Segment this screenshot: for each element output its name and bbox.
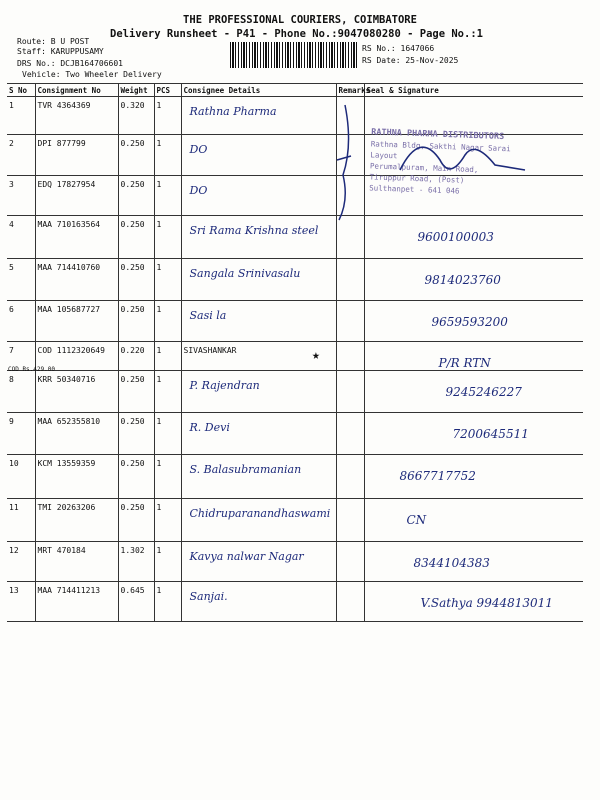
- signature-cell: [364, 455, 583, 499]
- consignee-cell: [181, 413, 336, 455]
- signature-cell: [364, 259, 583, 301]
- weight-cell-text: 1.302: [120, 546, 145, 555]
- pcs-cell-text: 1: [156, 101, 162, 110]
- consignee-cell: [181, 542, 336, 582]
- consignment-cell-text: KRR 50340716: [37, 375, 96, 384]
- pcs-cell-text: 1: [156, 503, 162, 512]
- consignee-cell: [181, 97, 336, 135]
- stamp-line: RATHNA PHARMA DISTRIBUTORS: [371, 127, 505, 143]
- pcs-cell-text: 1: [156, 546, 162, 555]
- pcs-cell-text: 1: [156, 586, 162, 595]
- sno-cell-text: 13: [9, 586, 19, 595]
- weight-cell-text: 0.250: [120, 417, 145, 426]
- sno-cell: [7, 455, 35, 499]
- pcs-cell-text: 1: [156, 180, 162, 189]
- stamp-line: Tiruppur Road, (Post): [369, 172, 465, 185]
- consignment-cell: [35, 582, 118, 622]
- handwritten-consignee: Chidruparanandhaswami: [189, 507, 331, 520]
- consignment-cell: [35, 371, 118, 413]
- sno-cell: [7, 176, 35, 216]
- handwritten-consignee: R. Devi: [189, 421, 230, 434]
- signature-cell: [364, 582, 583, 622]
- weight-cell-text: 0.250: [120, 305, 145, 314]
- consignment-cell: [35, 176, 118, 216]
- sno-cell-text: 6: [9, 305, 14, 314]
- pcs-cell: [154, 582, 181, 622]
- pcs-cell-text: 1: [156, 305, 162, 314]
- handwritten-signature: P/R RTN: [438, 356, 491, 370]
- handwritten-consignee: P. Rajendran: [189, 379, 260, 392]
- pcs-cell-text: 1: [156, 139, 162, 148]
- consignment-cell-text: MAA 714410760: [37, 263, 101, 272]
- signature-cell: [364, 371, 583, 413]
- remarks-cell: [336, 499, 364, 542]
- consignee-cell: [181, 176, 336, 216]
- consignee-cell: [181, 216, 336, 259]
- consignment-cell: [35, 413, 118, 455]
- weight-cell: [118, 455, 154, 499]
- handwritten-consignee: Rathna Pharma: [189, 105, 277, 118]
- sno-cell: [7, 582, 35, 622]
- consignment-cell: [35, 542, 118, 582]
- pcs-cell-text: 1: [156, 220, 162, 229]
- consignment-cell-text: TMI 20263206: [37, 503, 96, 512]
- sno-cell-text: 7: [9, 346, 14, 355]
- consignment-cell: [35, 455, 118, 499]
- sno-cell-text: 1: [9, 101, 14, 110]
- runsheet-subtitle: Delivery Runsheet - P41 - Phone No.:9047080280 - Page No.:1: [110, 28, 483, 40]
- sno-cell-text: 2: [9, 139, 14, 148]
- company-title: THE PROFESSIONAL COURIERS, COIMBATORE: [183, 14, 417, 26]
- sno-cell: [7, 135, 35, 176]
- sno-cell-text: 12: [9, 546, 19, 555]
- sno-cell: [7, 301, 35, 342]
- pcs-cell: [154, 371, 181, 413]
- vehicle-text: Vehicle: Two Wheeler Delivery: [22, 70, 162, 79]
- sno-cell: [7, 216, 35, 259]
- weight-cell: [118, 216, 154, 259]
- sno-cell-text: 11: [9, 503, 19, 512]
- handwritten-consignee: S. Balasubramanian: [189, 463, 302, 476]
- remarks-cell: [336, 259, 364, 301]
- weight-cell: [118, 542, 154, 582]
- table-row: [7, 582, 583, 622]
- sno-cell: [7, 413, 35, 455]
- weight-cell-text: 0.250: [120, 503, 145, 512]
- consignment-cell-text: KCM 13559359: [37, 459, 96, 468]
- remarks-cell: [336, 371, 364, 413]
- weight-cell: [118, 342, 154, 371]
- route-text: Route: B U POST: [17, 37, 90, 46]
- weight-cell-text: 0.645: [120, 586, 145, 595]
- pcs-cell: [154, 455, 181, 499]
- pcs-cell: [154, 97, 181, 135]
- handwritten-signature: 8667717752: [399, 469, 476, 483]
- col-remarks: Remarks: [336, 84, 364, 97]
- handwritten-consignee: Sri Rama Krishna steel: [189, 224, 319, 237]
- signature-cell: [364, 499, 583, 542]
- sno-cell-text: 3: [9, 180, 14, 189]
- table-row: [7, 371, 583, 413]
- handwritten-signature: 7200645511: [452, 427, 529, 441]
- pcs-cell-text: 1: [156, 375, 162, 384]
- weight-cell-text: 0.250: [120, 139, 145, 148]
- handwritten-signature: V.Sathya 9944813011: [420, 596, 553, 610]
- col-weight: Weight: [118, 84, 154, 97]
- pcs-cell: [154, 135, 181, 176]
- consignment-cell-text: MRT 470184: [37, 546, 86, 555]
- table-row: [7, 455, 583, 499]
- weight-cell-text: 0.250: [120, 375, 145, 384]
- pcs-cell: [154, 342, 181, 371]
- weight-cell: [118, 499, 154, 542]
- rs-date: RS Date: 25-Nov-2025: [362, 56, 459, 65]
- consignee-cell: [181, 582, 336, 622]
- handwritten-signature: 9814023760: [424, 273, 501, 287]
- signature-cell: [364, 342, 583, 371]
- handwritten-consignee: DO: [189, 143, 208, 156]
- handwritten-consignee: Kavya nalwar Nagar: [189, 550, 304, 563]
- pcs-cell: [154, 259, 181, 301]
- weight-cell-text: 0.250: [120, 180, 145, 189]
- weight-cell: [118, 582, 154, 622]
- sno-cell: [7, 259, 35, 301]
- consignment-cell-text: MAA 652355810: [37, 417, 101, 426]
- remarks-cell: [336, 342, 364, 371]
- col-pcs: PCS: [154, 84, 181, 97]
- pcs-cell-text: 1: [156, 417, 162, 426]
- consignment-cell: [35, 97, 118, 135]
- drs-number: DRS No.: DCJB164706601: [17, 59, 123, 68]
- weight-cell: [118, 413, 154, 455]
- handwritten-consignee: Sasi la: [189, 309, 227, 322]
- sno-cell: [7, 97, 35, 135]
- consignee-cell: [181, 135, 336, 176]
- consignment-cell-text: DPI 877799: [37, 139, 86, 148]
- consignment-cell-text: EDQ 17827954: [37, 180, 96, 189]
- weight-cell-text: 0.250: [120, 220, 145, 229]
- sno-cell-text: 8: [9, 375, 14, 384]
- consignment-cell-text: MAA 710163564: [37, 220, 101, 229]
- weight-cell: [118, 371, 154, 413]
- weight-cell-text: 0.220: [120, 346, 145, 355]
- consignment-cell: [35, 499, 118, 542]
- consignment-cell-text: COD 1112320649: [37, 346, 105, 355]
- handwritten-signature: CN: [406, 513, 427, 527]
- pcs-cell: [154, 413, 181, 455]
- consignment-cell-text: MAA 105687727: [37, 305, 101, 314]
- sno-cell-text: 9: [9, 417, 14, 426]
- star-icon: ★: [312, 348, 320, 363]
- consignee-cell: [181, 301, 336, 342]
- signature-cell: [364, 413, 583, 455]
- weight-cell: [118, 135, 154, 176]
- stamp-line: Rathna Bldg, Sakthi Nagar Sarai Layout: [370, 139, 511, 161]
- sno-cell-text: 5: [9, 263, 14, 272]
- weight-cell-text: 0.320: [120, 101, 145, 110]
- weight-cell-text: 0.250: [120, 459, 145, 468]
- table-row: [7, 499, 583, 542]
- pcs-cell: [154, 216, 181, 259]
- weight-cell: [118, 176, 154, 216]
- col-consignee: Consignee Details: [181, 84, 336, 97]
- handwritten-signature: 9659593200: [431, 315, 508, 329]
- table-row: [7, 413, 583, 455]
- consignment-cell: [35, 301, 118, 342]
- signature-scribbles: [325, 95, 565, 225]
- pcs-cell-text: 1: [156, 459, 162, 468]
- handwritten-consignee: Sanjai.: [189, 590, 228, 603]
- weight-cell: [118, 301, 154, 342]
- stamp-line: Perumalpuram, Main Road,: [369, 161, 479, 175]
- weight-cell: [118, 259, 154, 301]
- sno-cell: [7, 542, 35, 582]
- weight-cell: [118, 97, 154, 135]
- consignment-cell-text: MAA 714411213: [37, 586, 101, 595]
- consignment-cell-text: TVR 4364369: [37, 101, 91, 110]
- handwritten-consignee: Sangala Srinivasalu: [189, 267, 301, 280]
- pcs-cell-text: 1: [156, 346, 162, 355]
- table-row: [7, 301, 583, 342]
- sno-cell-text: 4: [9, 220, 14, 229]
- consignee-cell: [181, 371, 336, 413]
- consignment-cell: [35, 216, 118, 259]
- col-consignment: Consignment No: [35, 84, 118, 97]
- remarks-cell: [336, 455, 364, 499]
- consignment-cell: [35, 259, 118, 301]
- consignee-cell: [181, 455, 336, 499]
- staff-text: Staff: KARUPPUSAMY: [17, 47, 104, 56]
- rs-number: RS No.: 1647066: [362, 44, 435, 53]
- handwritten-signature: 8344104383: [413, 556, 490, 570]
- pcs-cell: [154, 542, 181, 582]
- table-row: [7, 542, 583, 582]
- remarks-cell: [336, 301, 364, 342]
- remarks-cell: [336, 542, 364, 582]
- pcs-cell: [154, 301, 181, 342]
- handwritten-signature: 9600100003: [417, 230, 494, 244]
- pcs-cell-text: 1: [156, 263, 162, 272]
- handwritten-signature: 9245246227: [445, 385, 522, 399]
- consignment-cell: [35, 135, 118, 176]
- cod-amount: COD Rs.429.00: [8, 366, 55, 373]
- consignee-cell: [181, 259, 336, 301]
- col-signature: Seal & Signature: [364, 84, 583, 97]
- signature-cell: [364, 301, 583, 342]
- sno-cell-text: 10: [9, 459, 19, 468]
- consignee-name: SIVASHANKAR: [183, 346, 237, 355]
- pcs-cell: [154, 176, 181, 216]
- table-row: [7, 259, 583, 301]
- sno-cell: [7, 499, 35, 542]
- pcs-cell: [154, 499, 181, 542]
- remarks-cell: [336, 413, 364, 455]
- col-sno: S No: [7, 84, 35, 97]
- handwritten-consignee: DO: [189, 184, 208, 197]
- consignee-cell: [181, 499, 336, 542]
- stamp-line: Sulthanpet - 641 046: [369, 183, 460, 196]
- sno-cell: [7, 371, 35, 413]
- remarks-cell: [336, 582, 364, 622]
- signature-cell: [364, 542, 583, 582]
- weight-cell-text: 0.250: [120, 263, 145, 272]
- barcode: [230, 42, 357, 68]
- table-row: [7, 342, 583, 371]
